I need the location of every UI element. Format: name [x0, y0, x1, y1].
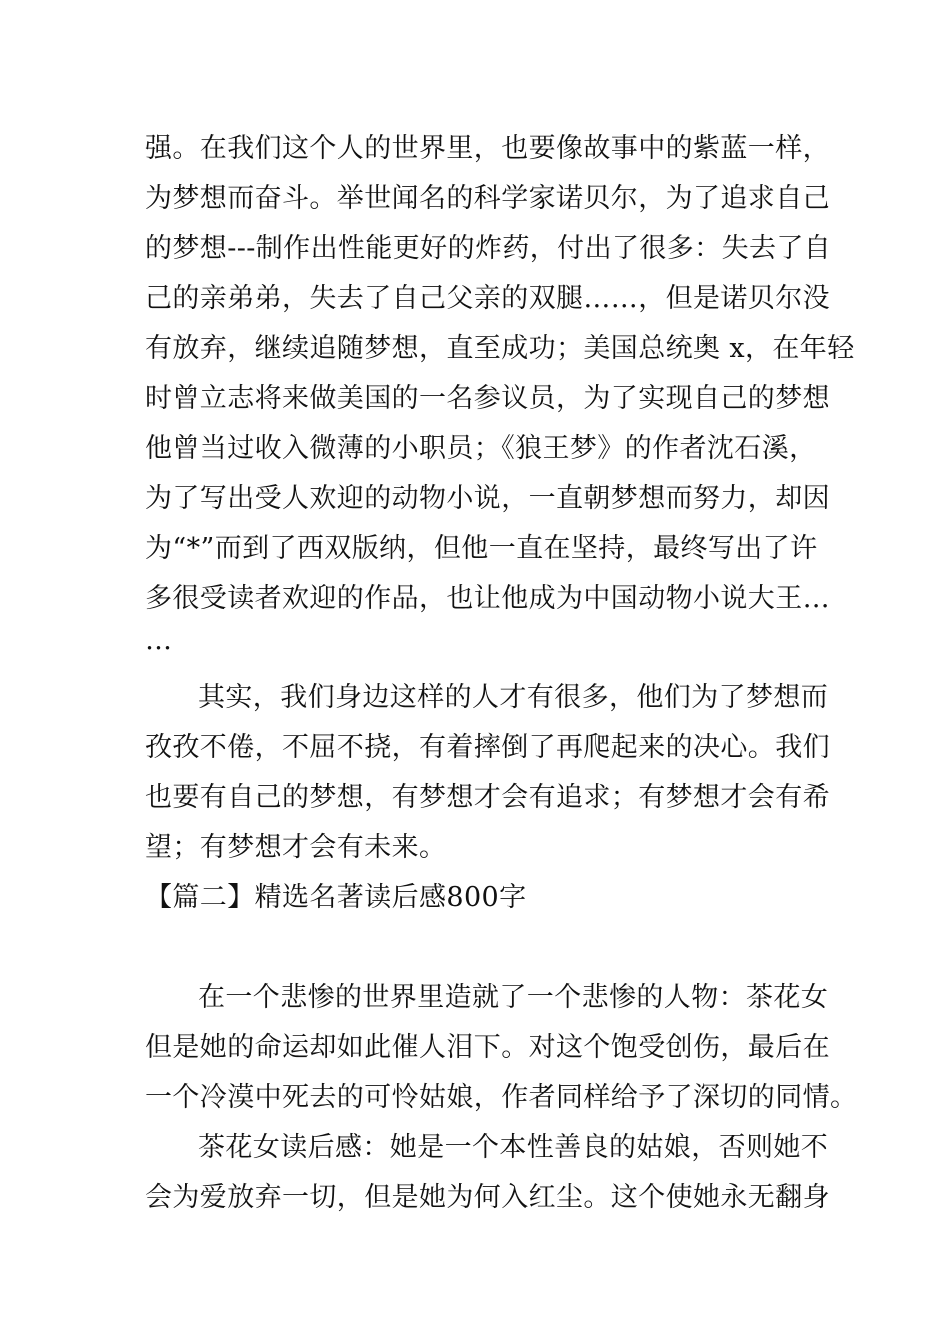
text-line: 为了写出受人欢迎的动物小说，一直朝梦想而努力，却因 [145, 483, 830, 514]
text-line: 孜孜不倦，不屈不挠，有着摔倒了再爬起来的决心。我们 [145, 732, 830, 763]
text-line: 他曾当过收入微薄的小职员；《狼王梦》的作者沈石溪， [145, 433, 817, 464]
text-line: 但是她的命运却如此催人泪下。对这个饱受创伤，最后在 [145, 1032, 830, 1063]
text-line: 多很受读者欢迎的作品，也让他成为中国动物小说大王… [145, 583, 830, 614]
text-line: 茶花女读后感：她是一个本性善良的姑娘，否则她不 [198, 1132, 829, 1163]
text-line: 有放弃，继续追随梦想，直至成功；美国总统奥 x，在年轻 [145, 333, 855, 364]
text-line: 在一个悲惨的世界里造就了一个悲惨的人物：茶花女 [198, 982, 829, 1013]
text-line: 也要有自己的梦想，有梦想才会有追求；有梦想才会有希 [145, 782, 830, 813]
text-line: 为“*”而到了西双版纳，但他一直在坚持，最终写出了许 [145, 533, 818, 564]
section-heading: 【篇二】精选名著读后感800字 [145, 882, 527, 913]
text-line: 己的亲弟弟，失去了自己父亲的双腿……，但是诺贝尔没 [145, 283, 830, 314]
text-line: 强。在我们这个人的世界里，也要像故事中的紫蓝一样， [145, 133, 830, 164]
text-line: 一个冷漠中死去的可怜姑娘，作者同样给予了深切的同情。 [145, 1082, 858, 1113]
text-line: 时曾立志将来做美国的一名参议员，为了实现自己的梦想 [145, 383, 830, 414]
text-line: … [145, 625, 173, 656]
text-line: 的梦想---制作出性能更好的炸药，付出了很多：失去了自 [145, 233, 832, 264]
text-line: 望；有梦想才会有未来。 [145, 832, 447, 863]
text-line: 为梦想而奋斗。举世闻名的科学家诺贝尔，为了追求自己 [145, 183, 830, 214]
text-line: 其实，我们身边这样的人才有很多，他们为了梦想而 [198, 682, 829, 713]
text-line: 会为爱放弃一切，但是她为何入红尘。这个使她永无翻身 [145, 1182, 830, 1213]
